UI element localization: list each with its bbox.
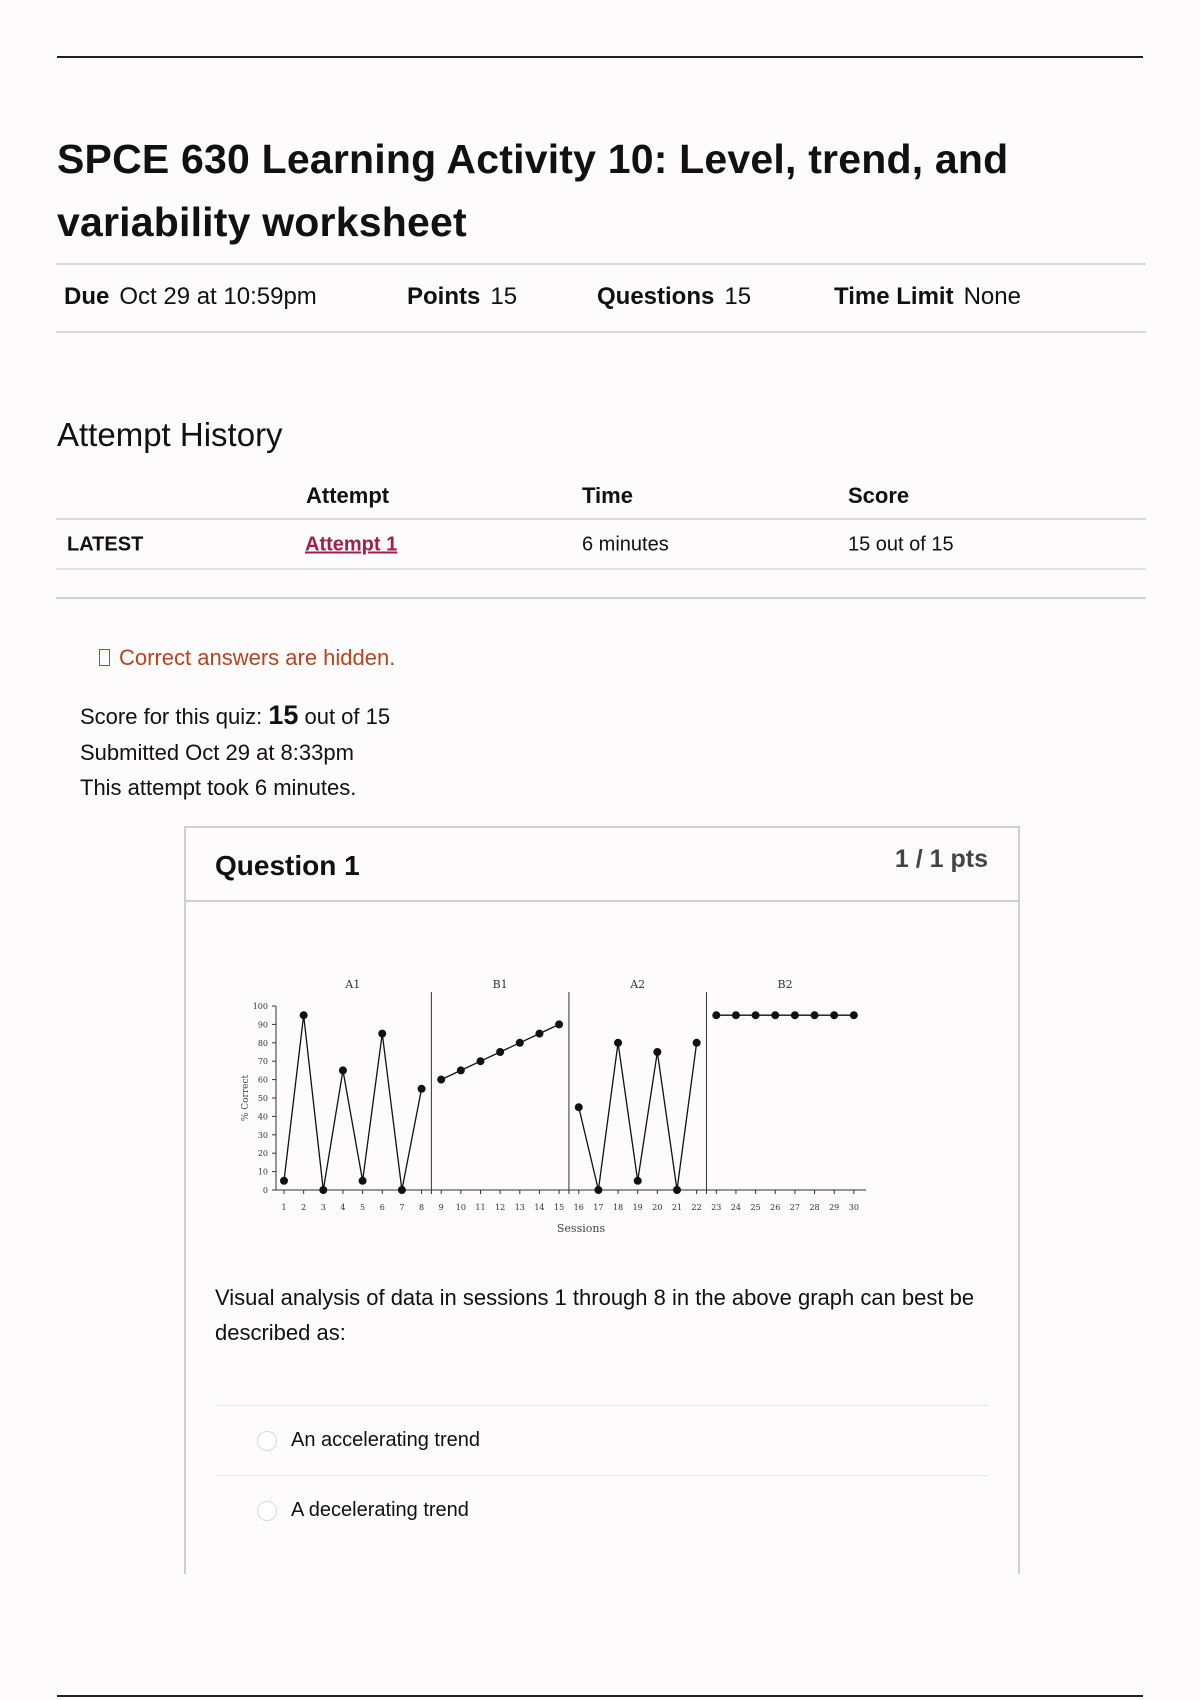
meta-due — [64, 283, 317, 311]
meta-points-label: Points — [407, 283, 481, 310]
data-point — [398, 1186, 406, 1194]
multi-element-design-chart — [236, 966, 886, 1246]
meta-questions-label: Questions — [597, 283, 715, 310]
phase-label-b1: B1 — [492, 978, 508, 991]
data-point — [653, 1048, 661, 1056]
attempt-history-table — [56, 478, 1146, 570]
attempt-link[interactable]: Attempt 1 — [305, 533, 398, 556]
x-tick-label: 21 — [671, 1203, 683, 1212]
y-tick-label: 30 — [257, 1130, 268, 1140]
meta-questions — [597, 283, 751, 311]
submitted-time: Submitted Oct 29 at 8:33pm — [80, 740, 354, 765]
y-tick-label: 80 — [257, 1038, 268, 1048]
y-tick-label: 100 — [252, 1002, 268, 1011]
bottom-rule — [57, 1695, 1143, 1697]
y-tick-label: 40 — [257, 1112, 268, 1122]
data-point — [516, 1039, 524, 1047]
x-tick-label: 30 — [848, 1203, 859, 1212]
data-point — [811, 1011, 819, 1019]
table-row — [56, 520, 1146, 570]
x-axis-label: Sessions — [556, 1222, 606, 1235]
data-point — [673, 1186, 681, 1194]
data-point — [418, 1085, 426, 1093]
quiz-score — [80, 700, 390, 731]
attempt-history-heading: Attempt History — [57, 416, 283, 453]
x-tick-label: 18 — [612, 1203, 624, 1212]
series-line-a1 — [284, 1015, 422, 1190]
latest-badge: LATEST — [67, 533, 144, 556]
meta-due-label: Due — [64, 283, 110, 310]
x-tick-label: 10 — [455, 1203, 466, 1212]
y-tick-label: 90 — [257, 1020, 268, 1030]
table-header — [56, 478, 1146, 520]
top-rule — [57, 56, 1143, 58]
y-tick-label: 50 — [257, 1094, 268, 1103]
answer-label: A decelerating trend — [291, 1499, 469, 1521]
column-header-attempt: Attempt — [306, 483, 390, 508]
radio-button[interactable] — [257, 1501, 277, 1521]
score-suffix: out of 15 — [304, 704, 391, 729]
data-point — [378, 1030, 386, 1038]
question-title: Question 1 — [215, 850, 360, 881]
attempt-duration: This attempt took 6 minutes. — [80, 775, 357, 800]
x-tick-label: 3 — [320, 1203, 326, 1212]
column-header-time: Time — [582, 483, 633, 508]
data-point — [437, 1076, 445, 1084]
x-tick-label: 28 — [809, 1203, 820, 1212]
y-axis-label: % Correct — [241, 1074, 251, 1122]
x-tick-label: 7 — [399, 1203, 405, 1212]
x-tick-label: 16 — [573, 1203, 584, 1212]
data-point — [732, 1011, 740, 1019]
data-point — [830, 1011, 838, 1019]
info-icon — [99, 649, 110, 666]
data-point — [300, 1011, 308, 1019]
data-point — [712, 1011, 720, 1019]
x-tick-label: 27 — [789, 1203, 800, 1212]
y-tick-label: 0 — [262, 1186, 268, 1195]
x-tick-label: 6 — [379, 1203, 385, 1212]
x-tick-label: 8 — [419, 1203, 425, 1212]
x-tick-label: 11 — [475, 1203, 486, 1212]
y-tick-label: 20 — [257, 1149, 268, 1159]
data-point — [555, 1020, 563, 1028]
score-value: 15 — [268, 700, 299, 730]
x-tick-label: 14 — [534, 1203, 545, 1212]
score-prefix: Score for this quiz: — [80, 704, 263, 729]
x-tick-label: 15 — [554, 1203, 565, 1212]
x-tick-label: 20 — [652, 1203, 663, 1212]
x-tick-label: 13 — [514, 1203, 525, 1212]
quiz-details-bar — [56, 263, 1146, 333]
x-tick-label: 4 — [340, 1203, 346, 1212]
data-point — [594, 1186, 602, 1194]
meta-questions-value: 15 — [724, 283, 752, 310]
data-point — [693, 1039, 701, 1047]
page-title: SPCE 630 Learning Activity 10: Level, trend, and variability worksheet — [57, 136, 1009, 245]
x-tick-label: 29 — [829, 1203, 840, 1212]
attempt-score: 15 out of 15 — [848, 533, 954, 556]
section-divider — [56, 597, 1146, 599]
question-prompt: Visual analysis of data in sessions 1 through 8 in the above graph can best be described as: — [215, 1285, 975, 1345]
attempt-time: 6 minutes — [582, 533, 669, 556]
phase-label-a2: A2 — [630, 978, 646, 991]
meta-points — [407, 283, 517, 311]
x-tick-label: 5 — [360, 1203, 366, 1212]
data-point — [614, 1039, 622, 1047]
data-point — [457, 1066, 465, 1074]
data-point — [280, 1177, 288, 1185]
question-points: 1 / 1 pts — [894, 845, 988, 873]
question-header — [186, 828, 1018, 902]
radio-button[interactable] — [257, 1431, 277, 1451]
x-tick-label: 22 — [691, 1203, 702, 1212]
correct-answers-hidden-notice — [99, 645, 395, 671]
data-point — [477, 1057, 485, 1065]
phase-label-b2: B2 — [777, 978, 793, 991]
y-tick-label: 10 — [257, 1167, 268, 1177]
answer-option[interactable] — [215, 1475, 988, 1546]
y-tick-label: 60 — [257, 1075, 268, 1085]
x-tick-label: 19 — [632, 1203, 643, 1212]
question-card — [184, 826, 1020, 1574]
x-tick-label: 17 — [593, 1203, 604, 1212]
data-point — [319, 1186, 327, 1194]
notice-text: Correct answers are hidden. — [119, 645, 396, 670]
data-point — [771, 1011, 779, 1019]
answer-option[interactable] — [215, 1405, 988, 1476]
x-tick-label: 12 — [495, 1203, 506, 1212]
y-tick-label: 70 — [257, 1057, 268, 1067]
meta-time-limit-label: Time Limit — [834, 283, 954, 310]
meta-time-limit — [834, 283, 1021, 311]
answer-label: An accelerating trend — [291, 1429, 481, 1451]
series-line-a2 — [579, 1043, 697, 1190]
x-tick-label: 1 — [281, 1203, 287, 1212]
data-point — [575, 1103, 583, 1111]
x-tick-label: 23 — [711, 1203, 722, 1212]
meta-points-value: 15 — [490, 283, 518, 310]
data-point — [535, 1030, 543, 1038]
data-point — [752, 1011, 760, 1019]
data-point — [850, 1011, 858, 1019]
x-tick-label: 24 — [730, 1203, 742, 1212]
x-tick-label: 2 — [301, 1203, 307, 1212]
data-point — [634, 1177, 642, 1185]
phase-label-a1: A1 — [345, 978, 361, 991]
meta-time-limit-value: None — [963, 283, 1021, 310]
x-tick-label: 26 — [770, 1203, 781, 1212]
data-point — [791, 1011, 799, 1019]
column-header-score: Score — [848, 483, 910, 508]
x-tick-label: 25 — [750, 1203, 761, 1212]
data-point — [339, 1066, 347, 1074]
data-point — [359, 1177, 367, 1185]
x-tick-label: 9 — [438, 1203, 444, 1212]
data-point — [496, 1048, 504, 1056]
meta-due-value: Oct 29 at 10:59pm — [119, 283, 317, 310]
